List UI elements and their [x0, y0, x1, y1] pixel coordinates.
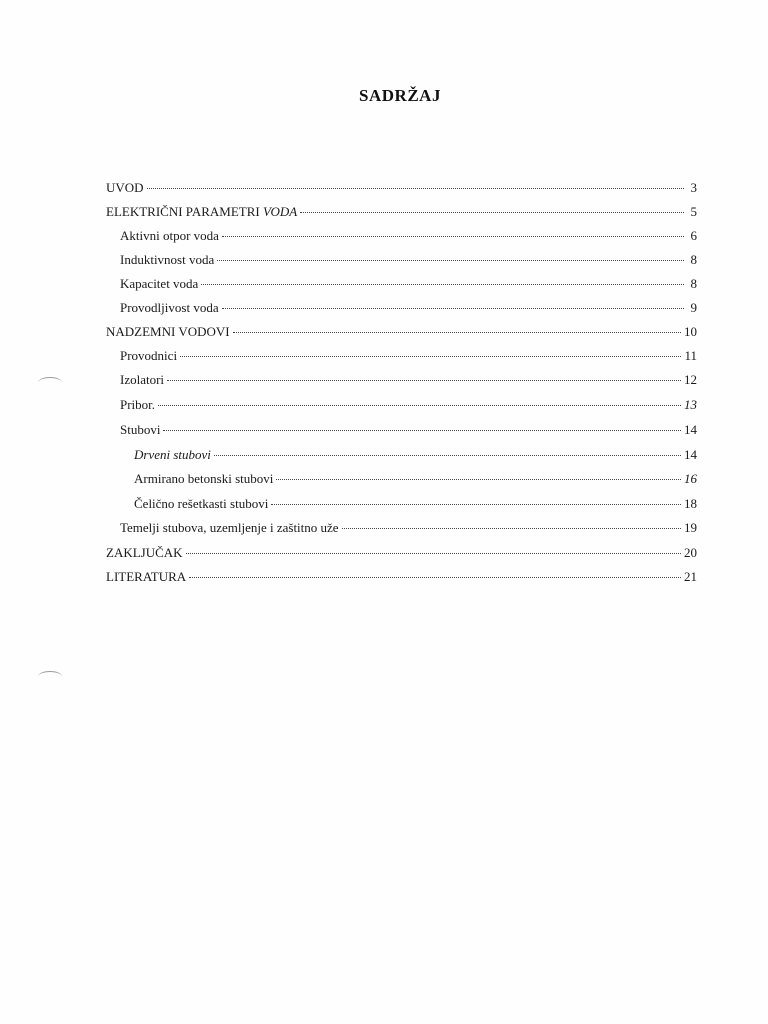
toc-entry-page: 8: [690, 252, 697, 267]
toc-entry-label-main: ELEKTRIČNI PARAMETRI: [106, 204, 263, 219]
toc-entry-label: Induktivnost voda: [120, 252, 215, 267]
toc-entry-page: 16: [684, 471, 697, 486]
dot-leader: [271, 504, 681, 505]
toc-entry-page: 10: [684, 324, 697, 339]
toc-entry-page: 6: [690, 228, 697, 243]
punch-hole-mark-bottom: [38, 671, 62, 682]
toc-entry-induktivnost: [120, 252, 697, 274]
toc-entry-page: 3: [690, 180, 697, 195]
toc-entry-label: Drveni stubovi: [134, 447, 211, 462]
toc-entry-page: 5: [690, 204, 697, 219]
toc-entry-page: 20: [684, 545, 697, 560]
punch-hole-mark-top: [38, 377, 62, 388]
toc-entry-page: 12: [684, 372, 697, 387]
dot-leader: [189, 577, 681, 578]
toc-entry-label-italic: VODA: [262, 204, 298, 219]
dot-leader: [167, 380, 681, 381]
dot-leader: [214, 455, 681, 456]
toc-entry-page: 9: [690, 300, 697, 315]
toc-entry-pribor: [120, 397, 697, 419]
toc-entry-temelji-stubova: [120, 520, 697, 542]
dot-leader: [186, 553, 681, 554]
dot-leader: [300, 212, 684, 213]
dot-leader: [163, 430, 681, 431]
dot-leader: [342, 528, 681, 529]
toc-entry-aktivni-otpor: [120, 228, 697, 250]
toc-entry-zakljucak: [106, 545, 697, 567]
toc-entry-page: 18: [684, 496, 697, 511]
dot-leader: [276, 479, 681, 480]
toc-entry-label: Kapacitet voda: [120, 276, 199, 291]
toc-entry-page: 14: [684, 422, 697, 437]
toc-entry-stubovi: [120, 422, 697, 444]
toc-entry-provodljivost: [120, 300, 697, 322]
toc-entry-label: Provodnici: [120, 348, 178, 363]
toc-entry-page: 19: [684, 520, 697, 535]
toc-entry-label: Aktivni otpor voda: [120, 228, 219, 243]
toc-entry-page: 14: [684, 447, 697, 462]
toc-entry-label: LITERATURA: [106, 569, 187, 584]
toc-entry-page: 21: [684, 569, 697, 584]
dot-leader: [158, 405, 681, 406]
toc-entry-nadzemni-vodovi: [106, 324, 697, 346]
dot-leader: [180, 356, 681, 357]
toc-entry-celicno-resetkasti: [134, 496, 697, 518]
toc-entry-label: [106, 204, 297, 220]
dot-leader: [147, 188, 684, 189]
toc-entry-label: ZAKLJUČAK: [106, 545, 183, 560]
toc-entry-label: Pribor.: [120, 397, 156, 412]
dot-leader: [217, 260, 684, 261]
toc-entry-literatura: [106, 569, 697, 591]
dot-leader: [233, 332, 681, 333]
toc-entry-uvod: [106, 180, 697, 202]
toc-entry-armirano-betonski: [134, 471, 697, 493]
toc-entry-drveni-stubovi: [134, 447, 697, 469]
dot-leader: [201, 284, 684, 285]
toc-entry-label: UVOD: [106, 180, 144, 195]
toc-entry-provodnici: [120, 348, 697, 370]
toc-entry-izolatori: [120, 372, 697, 394]
toc-entry-label: NADZEMNI VODOVI: [106, 324, 230, 339]
toc-entry-label: Izolatori: [120, 372, 165, 387]
toc-entry-label: Provodljivost voda: [120, 300, 219, 315]
dot-leader: [222, 236, 684, 237]
toc-entry-page: 8: [690, 276, 697, 291]
toc-entry-elektricni-parametri: [106, 204, 697, 226]
toc-entry-label: Stubovi: [120, 422, 161, 437]
toc-entry-label: Temelji stubova, uzemljenje i zaštitno uže: [120, 520, 339, 535]
page-title: SADRŽAJ: [359, 86, 441, 105]
toc-entry-kapacitet: [120, 276, 697, 298]
dot-leader: [222, 308, 684, 309]
toc-entry-label: Čelično rešetkasti stubovi: [134, 496, 269, 511]
toc-entry-label: Armirano betonski stubovi: [134, 471, 274, 486]
toc-entry-page: 11: [684, 348, 697, 363]
toc-entry-page: 13: [684, 397, 697, 412]
